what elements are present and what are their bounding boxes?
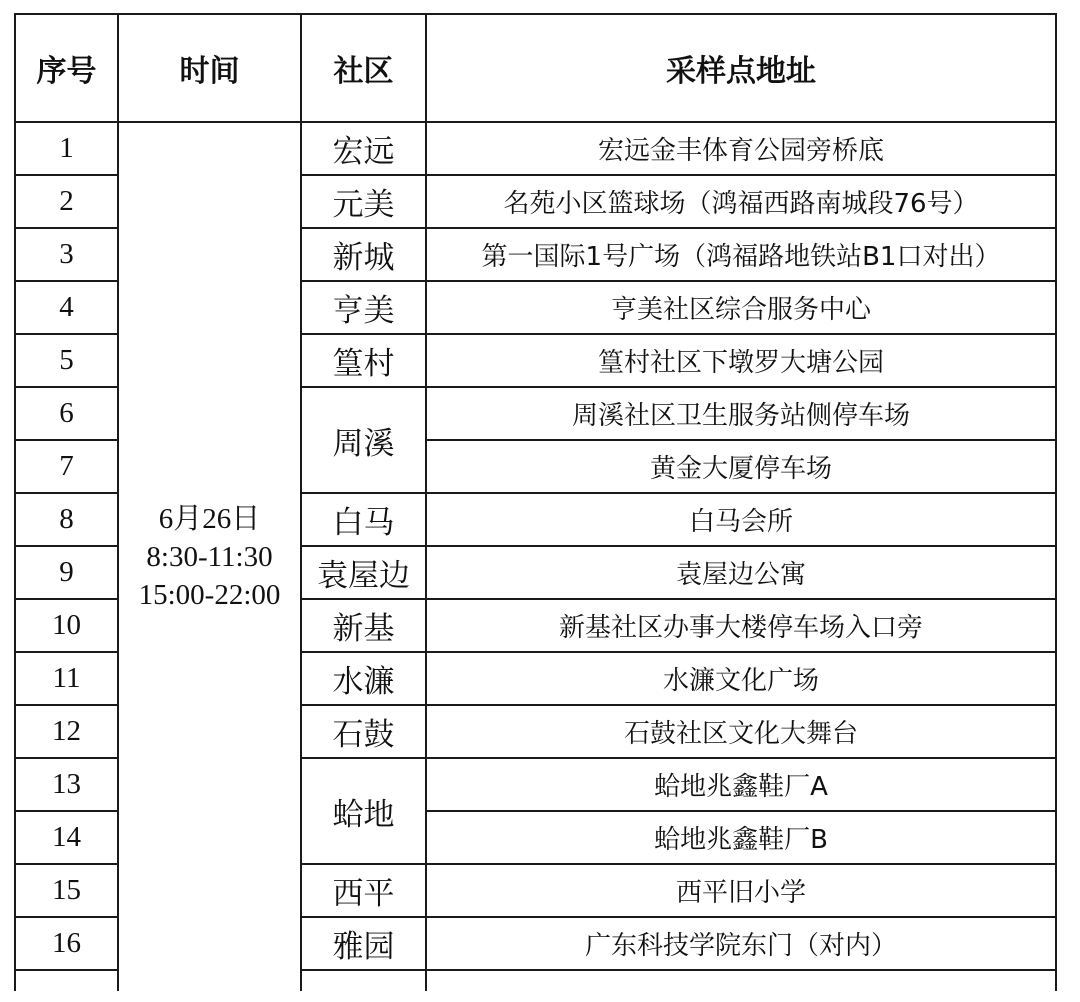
row-community: 西平 <box>301 864 426 917</box>
row-address: 广东科技学院东门（对内） <box>426 917 1056 970</box>
row-seq: 16 <box>15 917 118 970</box>
header-community: 社区 <box>301 14 426 122</box>
row-address: 石鼓社区文化大舞台 <box>426 705 1056 758</box>
time-cell <box>118 122 301 991</box>
row-seq: 15 <box>15 864 118 917</box>
row-community: 白马 <box>301 493 426 546</box>
row-seq: 8 <box>15 493 118 546</box>
time-slot-afternoon: 15:00-22:00 <box>138 579 281 611</box>
row-address: 水濂文化广场 <box>426 652 1056 705</box>
row-community: 篁村 <box>301 334 426 387</box>
header-seq: 序号 <box>15 14 118 122</box>
row-seq: 11 <box>15 652 118 705</box>
row-address: 蛤地兆鑫鞋厂B <box>426 811 1056 864</box>
row-seq: 12 <box>15 705 118 758</box>
time-date: 6月26日 <box>158 503 261 535</box>
row-community-partial <box>301 970 426 991</box>
row-seq: 2 <box>15 175 118 228</box>
row-community: 雅园 <box>301 917 426 970</box>
row-seq: 5 <box>15 334 118 387</box>
row-community: 周溪 <box>301 387 426 493</box>
row-address-partial <box>426 970 1056 991</box>
row-address: 西平旧小学 <box>426 864 1056 917</box>
row-address: 袁屋边公寓 <box>426 546 1056 599</box>
row-address: 白马会所 <box>426 493 1056 546</box>
row-seq: 6 <box>15 387 118 440</box>
row-seq: 4 <box>15 281 118 334</box>
row-seq: 9 <box>15 546 118 599</box>
row-address: 新基社区办事大楼停车场入口旁 <box>426 599 1056 652</box>
row-address: 蛤地兆鑫鞋厂A <box>426 758 1056 811</box>
row-address: 篁村社区下墩罗大塘公园 <box>426 334 1056 387</box>
row-seq: 14 <box>15 811 118 864</box>
row-seq: 3 <box>15 228 118 281</box>
row-community: 元美 <box>301 175 426 228</box>
time-slot-morning: 8:30-11:30 <box>146 541 273 573</box>
header-time: 时间 <box>118 14 301 122</box>
header-row <box>15 14 1056 122</box>
row-address: 黄金大厦停车场 <box>426 440 1056 493</box>
row-community: 亨美 <box>301 281 426 334</box>
row-community: 蛤地 <box>301 758 426 864</box>
table-row <box>15 122 1056 175</box>
header-address: 采样点地址 <box>426 14 1056 122</box>
row-community: 袁屋边 <box>301 546 426 599</box>
row-community: 宏远 <box>301 122 426 175</box>
row-community: 石鼓 <box>301 705 426 758</box>
row-community: 水濂 <box>301 652 426 705</box>
row-address: 周溪社区卫生服务站侧停车场 <box>426 387 1056 440</box>
row-seq-partial <box>15 970 118 991</box>
row-address: 亨美社区综合服务中心 <box>426 281 1056 334</box>
row-address: 宏远金丰体育公园旁桥底 <box>426 122 1056 175</box>
row-community: 新基 <box>301 599 426 652</box>
row-seq: 7 <box>15 440 118 493</box>
row-address: 第一国际1号广场（鸿福路地铁站B1口对出） <box>426 228 1056 281</box>
row-seq: 1 <box>15 122 118 175</box>
row-seq: 10 <box>15 599 118 652</box>
row-community: 新城 <box>301 228 426 281</box>
sampling-sites-table <box>14 13 1057 991</box>
row-seq: 13 <box>15 758 118 811</box>
row-address: 名苑小区篮球场（鸿福西路南城段76号） <box>426 175 1056 228</box>
